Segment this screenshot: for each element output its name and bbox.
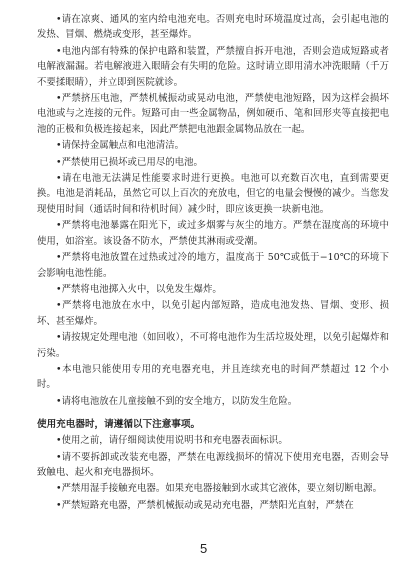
battery-warning-9: •严禁将电池掷入火中，以免发生爆炸。 bbox=[56, 283, 222, 295]
charger-warning-2: •请不要拆卸或改装充电器，严禁在电源线损坏的情况下使用充电器，否则会导致触电、起火和充电器损坏。 bbox=[37, 451, 389, 478]
page-content bbox=[37, 12, 389, 514]
battery-warning-6: •请在电池无法满足性能要求时进行更换。电池可以充数百次电，直到需要更换。电池是消耗品，虽然它可以上百次的充放电，但它的电量会慢慢的减少。当您发现使用时间（通话时间和待机时间）减少时，即应该更换一块新电池。 bbox=[37, 173, 389, 215]
battery-warning-12: •本电池只能使用专用的充电器充电，并且连续充电的时间严禁超过 12 个小时。 bbox=[37, 363, 389, 391]
battery-warning-2: •电池内部有特殊的保护电路和装置，严禁擅自拆开电池，否则会造成短路或者电解液漏漏。若电解液进入眼睛会有失明的危险。这时请立即用清水冲洗眼睛（千万不要揉眼睛），并立即到医院就诊。 bbox=[37, 45, 389, 88]
battery-warning-8: •严禁将电池放置在过热或过冷的地方，温度高于 50℃或低于−10℃的环境下会影响电池性能。 bbox=[37, 252, 389, 279]
charger-warning-4: •严禁短路充电器，严禁机械振动或晃动充电器，严禁阳光直射，严禁在 bbox=[56, 499, 354, 511]
charger-section-heading: 使用充电器时，请遵循以下注意事项。 bbox=[37, 419, 201, 431]
page-number: 5 bbox=[200, 541, 208, 556]
battery-warning-10: •严禁将电池放在水中，以免引起内部短路，造成电池发热、冒烟、变形、损坏、甚至爆炸。 bbox=[37, 300, 389, 327]
battery-warning-5: •严禁使用已损坏或已用尽的电池。 bbox=[56, 156, 203, 168]
charger-warning-3: •严禁用湿手接触充电器。如果充电器接触到水或其它液体，要立刻切断电源。 bbox=[56, 483, 383, 495]
battery-warning-1: •请在凉爽、通风的室内给电池充电。否则充电时环境温度过高，会引起电池的发热、冒烟、燃烧或变形，甚至爆炸。 bbox=[37, 14, 389, 41]
battery-warning-3: •严禁挤压电池，严禁机械振动或晃动电池，严禁使电池短路，因为这样会损坏电池或与之连接的元件。短路可由一些金属物品，例如硬币、笔和回形夹等直接把电池的正极和负极连接起来，因此严禁把电池跟金属物品放在一起。 bbox=[37, 93, 389, 135]
battery-warning-13: •请将电池放在儿童接触不到的安全地方，以防发生危险。 bbox=[56, 395, 298, 407]
battery-warning-7: •严禁将电池暴露在阳光下，或过多烟雾与灰尘的地方。严禁在湿度高的环境中使用，如浴室。该设备不防水，严禁使其淋雨或受潮。 bbox=[37, 220, 389, 247]
charger-warning-1: •使用之前，请仔细阅读使用说明书和充电器表面标识。 bbox=[56, 435, 288, 447]
battery-warning-4: •请保持金属触点和电池清洁。 bbox=[56, 140, 185, 152]
battery-warning-11: •请按规定处理电池（如回收），不可将电池作为生活垃圾处理，以免引起爆炸和污染。 bbox=[37, 332, 389, 359]
